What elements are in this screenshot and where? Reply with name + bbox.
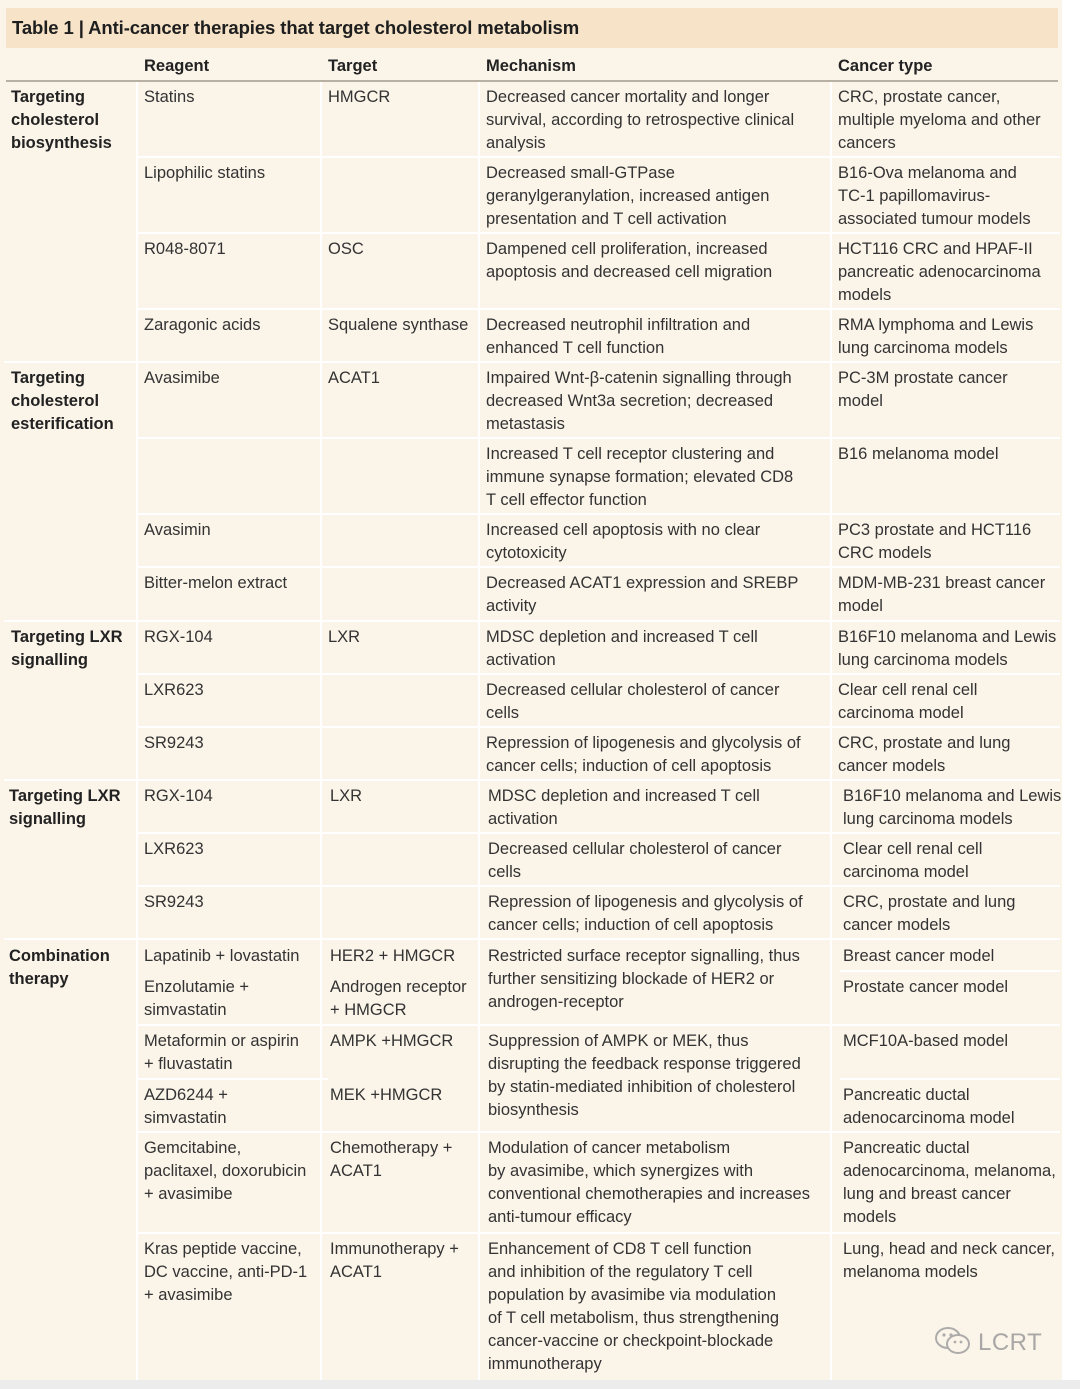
cell-mechanism: presentation and T cell activation	[486, 210, 727, 228]
table-title: Table 1 | Anti-cancer therapies that target cholesterol metabolism	[12, 17, 580, 38]
cell-reagent: SR9243	[144, 893, 204, 911]
cell-mechanism: Decreased cellular cholesterol of cancer	[488, 840, 782, 858]
cell-target: AMPK +HMGCR	[330, 1032, 454, 1050]
cell-target: ACAT1	[328, 369, 380, 387]
cell-cancer: B16F10 melanoma and Lewis	[838, 628, 1057, 646]
watermark-text: LCRT	[978, 1329, 1043, 1356]
cell-cancer: TC-1 papillomavirus-	[838, 187, 991, 205]
cell-cancer: model	[838, 597, 883, 615]
cell-cancer: MDM-MB-231 breast cancer	[838, 574, 1046, 592]
column-divider	[136, 82, 138, 1380]
cell-cancer: melanoma models	[843, 1263, 978, 1281]
group-label-esterification: esterification	[11, 415, 114, 433]
cell-cancer: CRC, prostate and lung	[843, 893, 1016, 911]
cell-reagent: SR9243	[144, 734, 204, 752]
cell-cancer: RMA lymphoma and Lewis	[838, 316, 1034, 334]
cell-target: Immunotherapy +	[330, 1240, 459, 1258]
cell-mechanism: conventional chemotherapies and increases	[488, 1185, 810, 1203]
cell-target: Androgen receptor	[330, 978, 467, 996]
cell-mechanism: immune synapse formation; elevated CD8	[486, 468, 794, 486]
cell-cancer: lung and breast cancer	[843, 1185, 1011, 1203]
cell-mechanism: Enhancement of CD8 T cell function	[488, 1240, 752, 1258]
cell-cancer: pancreatic adenocarcinoma	[838, 263, 1041, 281]
cell-mechanism: apoptosis and decreased cell migration	[486, 263, 773, 281]
cell-cancer: carcinoma model	[843, 863, 969, 881]
cell-mechanism: anti-tumour efficacy	[488, 1208, 632, 1226]
group-label-biosynthesis: cholesterol	[11, 111, 100, 129]
cell-cancer: PC3 prostate and HCT116	[838, 521, 1032, 539]
group-label-biosynthesis: Targeting	[11, 88, 85, 106]
cell-reagent: simvastatin	[144, 1001, 227, 1019]
cell-mechanism: geranylgeranylation, increased antigen	[486, 187, 770, 205]
row-divider	[4, 938, 1060, 940]
cell-reagent: paclitaxel, doxorubicin	[144, 1162, 307, 1180]
row-divider	[138, 673, 1060, 675]
group-label-lxr_1: signalling	[11, 651, 89, 669]
cell-cancer: Lung, head and neck cancer,	[843, 1240, 1055, 1258]
cell-cancer: Prostate cancer model	[843, 978, 1009, 996]
cell-reagent: Avasimin	[144, 521, 211, 539]
cell-cancer: lung carcinoma models	[838, 339, 1008, 357]
cell-target: + HMGCR	[330, 1001, 407, 1019]
group-label-combination: therapy	[9, 970, 69, 988]
cell-target: LXR	[328, 628, 361, 646]
row-divider	[840, 1078, 1060, 1080]
cell-mechanism: Decreased ACAT1 expression and SREBP	[486, 574, 799, 592]
cell-mechanism: and inhibition of the regulatory T cell	[488, 1263, 753, 1281]
cell-mechanism: Increased T cell receptor clustering and	[486, 445, 775, 463]
cell-target: MEK +HMGCR	[330, 1086, 443, 1104]
cell-mechanism: further sensitizing blockade of HER2 or	[488, 970, 775, 988]
cell-cancer: cancer models	[843, 916, 951, 934]
header-divider	[6, 80, 1058, 82]
cell-target: OSC	[328, 240, 364, 258]
cell-mechanism: Impaired Wnt-β-catenin signalling through	[486, 369, 792, 387]
row-divider	[138, 308, 1060, 310]
cell-mechanism: Decreased cancer mortality and longer	[486, 88, 770, 106]
cell-mechanism: metastasis	[486, 415, 565, 433]
cell-target: Chemotherapy +	[330, 1139, 453, 1157]
cell-target: HER2 + HMGCR	[330, 947, 456, 965]
cell-cancer: B16F10 melanoma and Lewis	[843, 787, 1062, 805]
group-label-biosynthesis: biosynthesis	[11, 134, 112, 152]
cell-mechanism: by statin-mediated inhibition of cholesterol	[488, 1078, 796, 1096]
header-target: Target	[328, 57, 378, 75]
row-divider	[138, 437, 1060, 439]
group-label-esterification: cholesterol	[11, 392, 100, 410]
cell-target: ACAT1	[330, 1263, 382, 1281]
cell-reagent: simvastatin	[144, 1109, 227, 1127]
row-divider	[138, 566, 1060, 568]
column-divider	[478, 82, 480, 1380]
column-divider	[830, 82, 832, 1380]
cell-cancer: cancers	[838, 134, 896, 152]
cell-reagent: Statins	[144, 88, 195, 106]
cell-cancer: B16 melanoma model	[838, 445, 999, 463]
cell-mechanism: Repression of lipogenesis and glycolysis of	[488, 893, 803, 911]
cell-cancer: lung carcinoma models	[838, 651, 1008, 669]
cell-mechanism: activity	[486, 597, 537, 615]
cell-mechanism: MDSC depletion and increased T cell	[486, 628, 758, 646]
header-mechanism: Mechanism	[486, 57, 576, 75]
row-divider	[138, 1078, 328, 1080]
cell-mechanism: cancer cells; induction of cell apoptosis	[486, 757, 772, 775]
cell-reagent: Bitter-melon extract	[144, 574, 288, 592]
cell-cancer: adenocarcinoma model	[843, 1109, 1015, 1127]
cell-reagent: Lipophilic statins	[144, 164, 266, 182]
row-divider	[4, 361, 1060, 363]
cell-mechanism: biosynthesis	[488, 1101, 579, 1119]
group-label-lxr_1: Targeting LXR	[11, 628, 123, 646]
cell-mechanism: activation	[488, 810, 558, 828]
cell-mechanism: analysis	[486, 134, 546, 152]
row-divider	[138, 726, 1060, 728]
cell-reagent: Enzolutamie +	[144, 978, 250, 996]
cell-reagent: AZD6244 +	[144, 1086, 228, 1104]
cell-cancer: PC-3M prostate cancer	[838, 369, 1008, 387]
group-label-esterification: Targeting	[11, 369, 85, 387]
cell-mechanism: Repression of lipogenesis and glycolysis of	[486, 734, 801, 752]
cell-cancer: Pancreatic ductal	[843, 1139, 970, 1157]
cell-cancer: Clear cell renal cell	[843, 840, 983, 858]
cell-reagent: Avasimibe	[144, 369, 220, 387]
cell-cancer: model	[838, 392, 883, 410]
row-divider	[840, 970, 1060, 972]
column-divider	[320, 82, 322, 1380]
cell-cancer: Breast cancer model	[843, 947, 995, 965]
cell-reagent: LXR623	[144, 681, 204, 699]
cell-reagent: Zaragonic acids	[144, 316, 261, 334]
cell-reagent: Metaformin or aspirin	[144, 1032, 299, 1050]
cell-mechanism: Decreased cellular cholesterol of cancer	[486, 681, 780, 699]
cell-cancer: CRC models	[838, 544, 932, 562]
cell-mechanism: Restricted surface receptor signalling, thus	[488, 947, 800, 965]
wechat-icon	[934, 1326, 972, 1361]
row-divider	[138, 513, 1060, 515]
cell-cancer: HCT116 CRC and HPAF-II	[838, 240, 1033, 258]
row-divider	[138, 1024, 1060, 1026]
cell-mechanism: Suppression of AMPK or MEK, thus	[488, 1032, 749, 1050]
row-divider	[4, 779, 1060, 781]
cell-reagent: R048-8071	[144, 240, 226, 258]
cell-cancer: adenocarcinoma, melanoma,	[843, 1162, 1056, 1180]
cell-cancer: multiple myeloma and other	[838, 111, 1041, 129]
cell-mechanism: disrupting the feedback response triggered	[488, 1055, 801, 1073]
row-divider	[138, 156, 1060, 158]
right-margin	[1062, 0, 1080, 1389]
cell-mechanism: by avasimibe, which synergizes with	[488, 1162, 754, 1180]
cell-reagent: Kras peptide vaccine,	[144, 1240, 302, 1258]
cell-mechanism: cancer-vaccine or checkpoint-blockade	[488, 1332, 774, 1350]
cell-cancer: MCF10A-based model	[843, 1032, 1009, 1050]
cell-reagent: Gemcitabine,	[144, 1139, 242, 1157]
watermark	[934, 1326, 1042, 1360]
cell-reagent: LXR623	[144, 840, 204, 858]
cell-mechanism: androgen-receptor	[488, 993, 624, 1011]
row-divider	[138, 832, 1060, 834]
cell-cancer: associated tumour models	[838, 210, 1031, 228]
cell-target: Squalene synthase	[328, 316, 469, 334]
cell-reagent: DC vaccine, anti-PD-1	[144, 1263, 308, 1281]
row-divider	[138, 885, 1060, 887]
cell-cancer: carcinoma model	[838, 704, 964, 722]
cell-mechanism: activation	[486, 651, 556, 669]
group-label-lxr_2: signalling	[9, 810, 87, 828]
cell-cancer: Pancreatic ductal	[843, 1086, 970, 1104]
cell-mechanism: decreased Wnt3a secretion; decreased	[486, 392, 774, 410]
table-title-bar	[6, 8, 1058, 48]
cell-cancer: CRC, prostate cancer,	[838, 88, 1001, 106]
row-divider	[138, 232, 1060, 234]
cell-reagent: RGX-104	[144, 628, 213, 646]
cell-cancer: models	[838, 286, 892, 304]
cell-reagent: + avasimibe	[144, 1286, 233, 1304]
cell-mechanism: enhanced T cell function	[486, 339, 665, 357]
cell-cancer: Clear cell renal cell	[838, 681, 978, 699]
cell-cancer: models	[843, 1208, 897, 1226]
cell-mechanism: cytotoxicity	[486, 544, 567, 562]
header-cancer-type: Cancer type	[838, 57, 933, 75]
cell-mechanism: of T cell metabolism, thus strengthening	[488, 1309, 780, 1327]
cell-mechanism: cells	[486, 704, 520, 722]
bottom-margin	[0, 1380, 1080, 1389]
cell-mechanism: Decreased small-GTPase	[486, 164, 675, 182]
cell-reagent: + fluvastatin	[144, 1055, 233, 1073]
cell-mechanism: Decreased neutrophil infiltration and	[486, 316, 751, 334]
cell-mechanism: T cell effector function	[486, 491, 647, 509]
cell-reagent: + avasimibe	[144, 1185, 233, 1203]
cell-mechanism: Increased cell apoptosis with no clear	[486, 521, 761, 539]
group-label-combination: Combination	[9, 947, 110, 965]
row-divider	[138, 1131, 1060, 1133]
cell-cancer: lung carcinoma models	[843, 810, 1013, 828]
cell-cancer: B16-Ova melanoma and	[838, 164, 1017, 182]
cell-mechanism: population by avasimibe via modulation	[488, 1286, 777, 1304]
cell-target: HMGCR	[328, 88, 391, 106]
cell-reagent: Lapatinib + lovastatin	[144, 947, 300, 965]
cell-reagent: RGX-104	[144, 787, 213, 805]
row-divider	[4, 620, 1060, 622]
cell-mechanism: Dampened cell proliferation, increased	[486, 240, 768, 258]
cell-cancer: cancer models	[838, 757, 946, 775]
cell-mechanism: immunotherapy	[488, 1355, 602, 1373]
cell-mechanism: Modulation of cancer metabolism	[488, 1139, 731, 1157]
group-label-lxr_2: Targeting LXR	[9, 787, 121, 805]
cell-mechanism: cells	[488, 863, 522, 881]
header-reagent: Reagent	[144, 57, 210, 75]
row-divider	[138, 1232, 1060, 1234]
cell-mechanism: MDSC depletion and increased T cell	[488, 787, 760, 805]
cell-target: LXR	[330, 787, 363, 805]
cell-mechanism: cancer cells; induction of cell apoptosis	[488, 916, 774, 934]
cell-cancer: CRC, prostate and lung	[838, 734, 1011, 752]
cell-target: ACAT1	[330, 1162, 382, 1180]
cell-mechanism: survival, according to retrospective clinical	[486, 111, 795, 129]
